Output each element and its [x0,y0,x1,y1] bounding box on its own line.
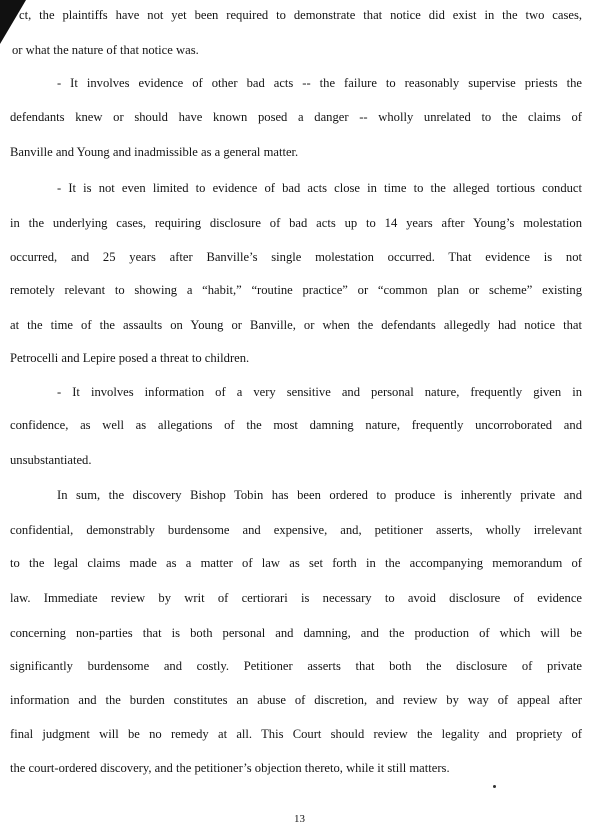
text-line-5: Banville and Young and inadmissible as a general matter. [10,145,299,159]
text-line-21: information and the burden constitutes an abuse of discretion, and review by way of appeal after [10,693,582,707]
text-line-14: unsubstantiated. [10,453,92,467]
text-line-20: significantly burdensome and costly. Petitioner asserts that both the disclosure of private [10,659,582,673]
text-line-22: final judgment will be no remedy at all. This Court should review the legality and propriety of [10,727,582,741]
text-line-7: in the underlying cases, requiring disclosure of bad acts up to 14 years after Young’s molestation [10,216,582,230]
text-line-18: law. Immediate review by writ of certiorari is necessary to avoid disclosure of evidence [10,591,582,605]
text-line-15: In sum, the discovery Bishop Tobin has been ordered to produce is inherently private and [57,488,582,502]
text-line-4: defendants knew or should have known posed a danger -- wholly unrelated to the claims of [10,110,582,124]
text-line-16: confidential, demonstrably burdensome and expensive, and, petitioner asserts, wholly irrelevant [10,523,582,537]
text-line-12: - It involves information of a very sensitive and personal nature, frequently given in [57,385,582,399]
text-line-17: to the legal claims made as a matter of law as set forth in the accompanying memorandum of [10,556,582,570]
text-line-23: the court-ordered discovery, and the petitioner’s objection thereto, while it still matters. [10,761,450,775]
text-line-2: or what the nature of that notice was. [12,43,199,57]
text-line-3: - It involves evidence of other bad acts -- the failure to reasonably supervise priests the [57,76,582,90]
scan-speck [493,785,496,788]
text-line-8: occurred, and 25 years after Banville’s single molestation occurred. That evidence is not [10,250,582,264]
text-line-19: concerning non-parties that is both personal and damning, and the production of which will be [10,626,582,640]
text-line-13: confidence, as well as allegations of the most damning nature, frequently uncorroborated and [10,418,582,432]
text-line-9: remotely relevant to showing a “habit,” “routine practice” or “common plan or scheme” existing [10,283,582,297]
page-number: 13 [294,813,305,825]
text-line-10: at the time of the assaults on Young or Banville, or when the defendants allegedly had notice that [10,318,582,332]
text-line-6: - It is not even limited to evidence of bad acts close in time to the alleged tortious conduct [57,181,582,195]
text-line-11: Petrocelli and Lepire posed a threat to children. [10,351,250,365]
text-line-1: ct, the plaintiffs have not yet been required to demonstrate that notice did exist in the two cases, [19,8,582,22]
